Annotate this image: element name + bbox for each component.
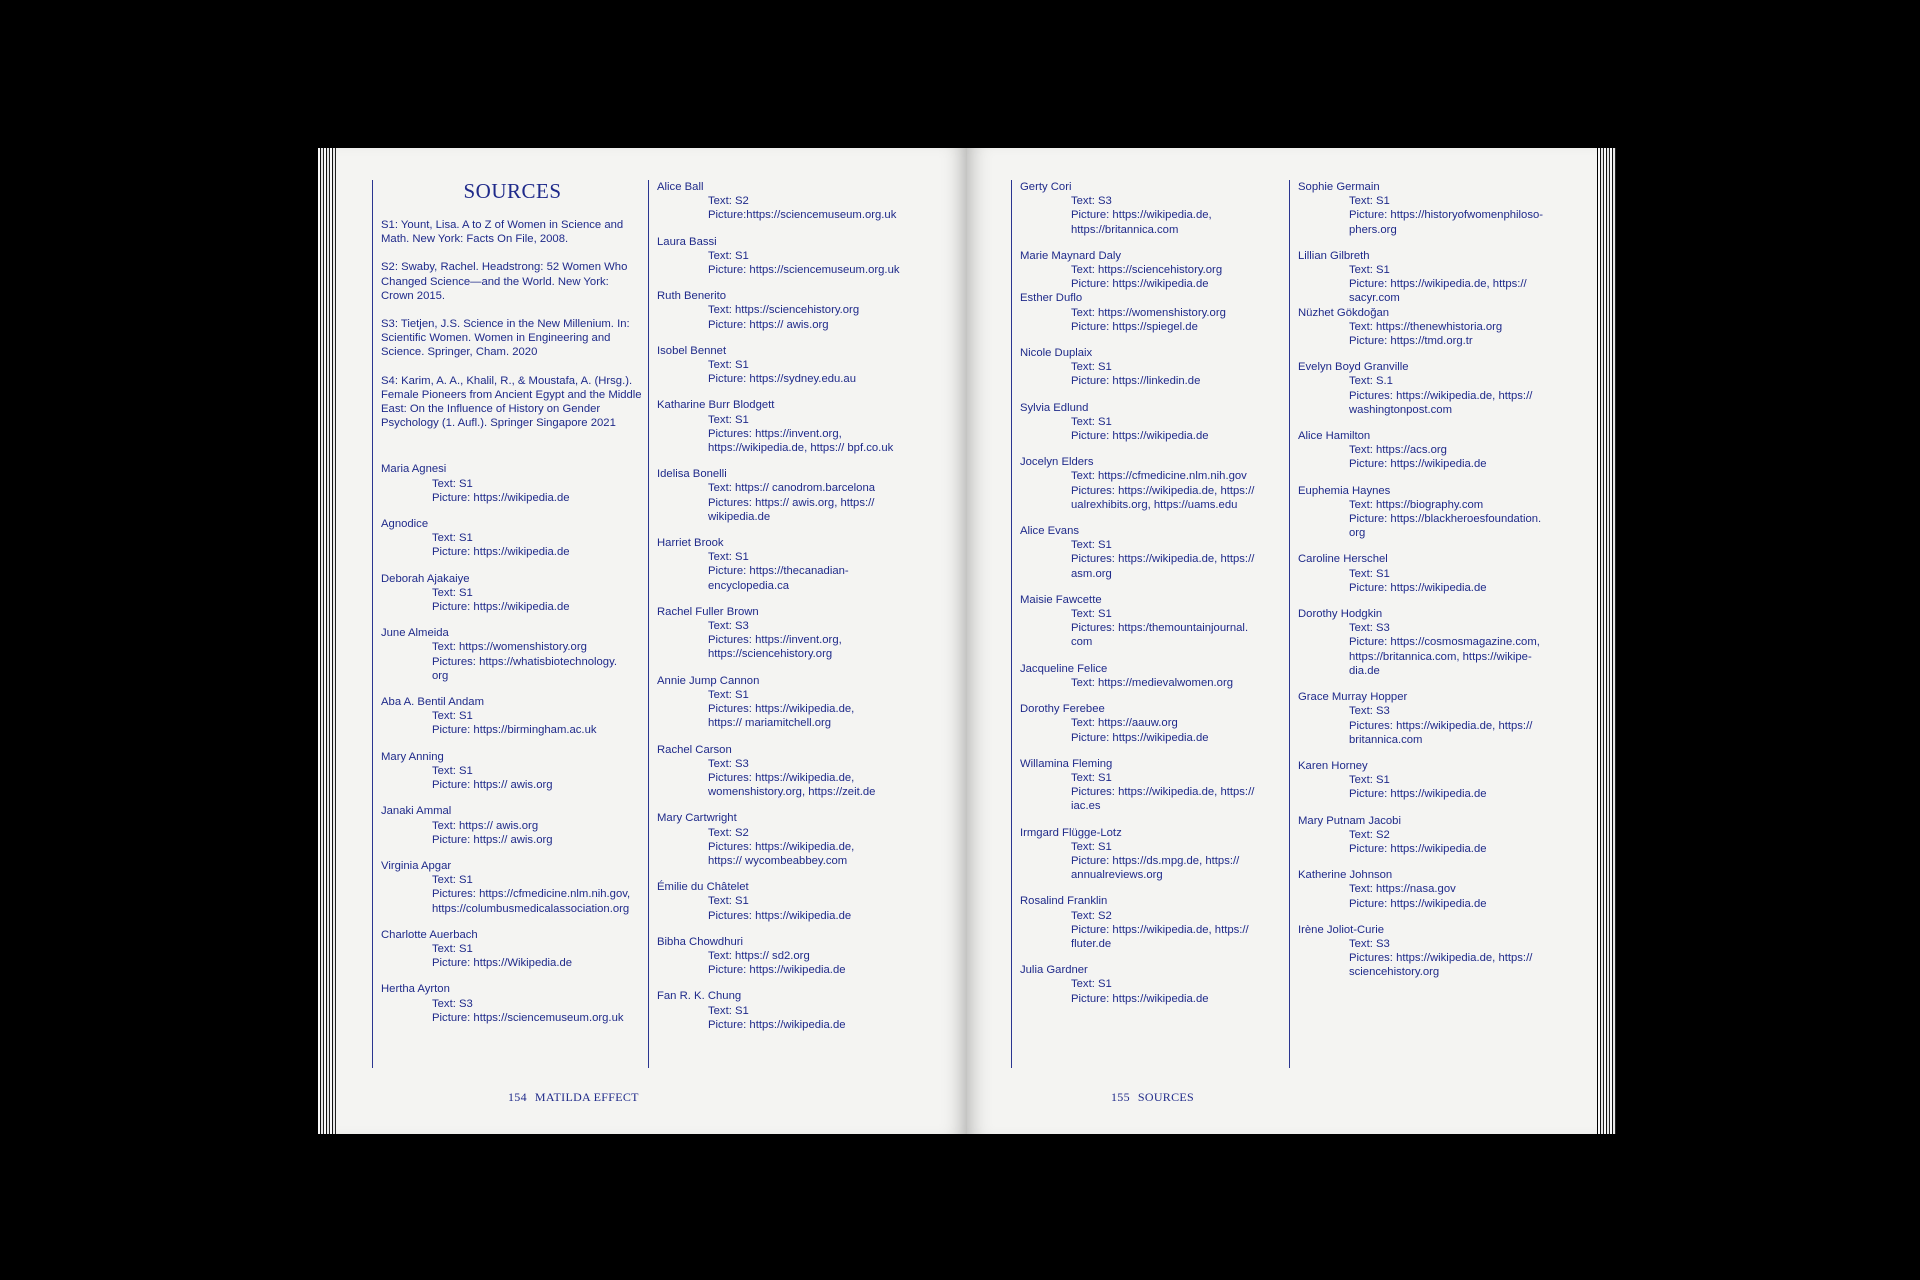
page-number: 154 bbox=[508, 1090, 527, 1104]
entry-source-line: Picture: https://spiegel.de bbox=[1071, 320, 1198, 333]
entry-source-line: Text: S3 bbox=[1349, 705, 1390, 718]
entry-source-line: Picture: https://sciencemuseum.org.uk bbox=[708, 264, 900, 277]
entry-source-line: Pictures: https://cfmedicine.nlm.nih.gov, https://columbusmedicalassociation.org bbox=[432, 888, 631, 915]
entry-source-line: Text: S1 bbox=[1349, 774, 1390, 787]
entry-name: Esther Duflo bbox=[1020, 292, 1083, 305]
entry-source-line: Text: S1 bbox=[708, 249, 749, 262]
entry-source-line: Picture: https://birmingham.ac.uk bbox=[432, 724, 597, 737]
source-entry bbox=[657, 180, 948, 223]
entry-name: Laura Bassi bbox=[657, 235, 717, 248]
source-entry bbox=[1020, 346, 1287, 389]
entry-name: Willamina Fleming bbox=[1020, 757, 1113, 770]
source-entry bbox=[657, 467, 948, 524]
entry-name: Charlotte Auerbach bbox=[381, 928, 478, 941]
entry-name: Rosalind Franklin bbox=[1020, 895, 1108, 908]
entry-source-line: Text: S1 bbox=[708, 359, 749, 372]
entry-name: Gerty Cori bbox=[1020, 181, 1072, 193]
entry-name: Irmgard Flügge-Lotz bbox=[1020, 826, 1122, 839]
entry-source-line: Pictures: https://wikipedia.de, https:// iac.es bbox=[1071, 786, 1255, 813]
source-entry bbox=[1298, 690, 1579, 747]
source-entry bbox=[1020, 662, 1287, 690]
entry-source-line: Picture:https://sciencemuseum.org.uk bbox=[708, 209, 897, 222]
entries-column-2 bbox=[657, 180, 948, 1032]
entry-name: Fan R. K. Chung bbox=[657, 990, 742, 1003]
entry-source-line: Picture: https://ds.mpg.de, https:// annualreviews.org bbox=[1071, 854, 1240, 882]
entry-source-line: Pictures: https://wikipedia.de, https:// britannica.com bbox=[1349, 719, 1533, 746]
reference-item: S4: Karim, A. A., Khalil, R., & Moustafa, A. (Hrsg.). Female Pioneers from Ancient Egypt and the Middle East: On the Influence of History on Gender Psychology (1. Aufl.). Springer Singapore 2021 bbox=[381, 374, 642, 430]
entry-source-line: Text: https://biography.com bbox=[1349, 498, 1484, 511]
source-entry bbox=[657, 536, 948, 593]
source-entry bbox=[1298, 249, 1579, 306]
entry-source-line: Pictures: https://wikipedia.de, https:// asm.org bbox=[1071, 553, 1255, 580]
entry-name: Maria Agnesi bbox=[381, 463, 447, 476]
entry-source-line: Picture: https://wikipedia.de bbox=[1071, 278, 1209, 291]
entry-source-line: Picture: https:// awis.org bbox=[432, 833, 553, 846]
entry-source-line: Text: https://medievalwomen.org bbox=[1071, 676, 1233, 689]
source-entry bbox=[657, 811, 948, 868]
source-entry bbox=[1298, 552, 1579, 595]
entry-source-line: Picture: https://sciencemuseum.org.uk bbox=[432, 1011, 624, 1024]
entry-source-line: Pictures: https://wikipedia.de, womenshistory.org, https://zeit.de bbox=[708, 771, 876, 799]
entry-name: Annie Jump Cannon bbox=[657, 674, 760, 687]
source-entry bbox=[381, 462, 644, 505]
entry-source-line: Text: S3 bbox=[708, 757, 749, 770]
entry-name: Ruth Benerito bbox=[657, 290, 727, 303]
entry-name: Alice Hamilton bbox=[1298, 430, 1371, 443]
source-entry bbox=[657, 989, 948, 1032]
source-entry bbox=[381, 928, 644, 971]
entry-source-line: Text: https://sciencehistory.org bbox=[708, 304, 860, 317]
entries-column-3 bbox=[1020, 180, 1287, 1006]
entry-name: Idelisa Bonelli bbox=[657, 468, 727, 481]
entry-source-line: Pictures: https://wikipedia.de, https:// wycombeabbey.com bbox=[708, 840, 855, 867]
entry-source-line: Text: S1 bbox=[432, 710, 473, 723]
source-entry bbox=[1020, 455, 1287, 512]
entry-source-line: Text: S1 bbox=[708, 895, 749, 908]
source-entry bbox=[381, 572, 644, 615]
source-entry bbox=[657, 674, 948, 731]
source-entry bbox=[1020, 180, 1287, 237]
entry-source-line: Text: S1 bbox=[1071, 840, 1112, 853]
source-entry bbox=[1298, 923, 1579, 980]
entry-source-line: Picture: https://blackheroesfoundation. org bbox=[1349, 513, 1542, 540]
page-title: SOURCES bbox=[463, 179, 562, 203]
entry-source-line: Text: https:// awis.org bbox=[432, 819, 539, 832]
entry-source-line: Pictures: https://wikipedia.de, https:// ualrexhibits.org, https://uams.edu bbox=[1071, 484, 1255, 511]
entry-name: Deborah Ajakaiye bbox=[381, 572, 470, 585]
source-entry bbox=[657, 235, 948, 278]
source-entry bbox=[1298, 759, 1579, 802]
entry-source-line: Picture: https://tmd.org.tr bbox=[1349, 335, 1473, 348]
source-entry bbox=[381, 804, 644, 847]
entry-source-line: Text: S1 bbox=[1349, 567, 1390, 580]
entry-name: Mary Putnam Jacobi bbox=[1298, 814, 1401, 827]
entry-name: Dorothy Hodgkin bbox=[1298, 608, 1383, 621]
entry-source-line: Picture: https://wikipedia.de bbox=[1071, 430, 1209, 443]
entry-source-line: Text: https://sciencehistory.org bbox=[1071, 264, 1223, 277]
entry-name: Harriet Brook bbox=[657, 537, 724, 550]
entry-source-line: Pictures: https:// awis.org, https:// wikipedia.de bbox=[708, 496, 875, 523]
entry-source-line: Text: S3 bbox=[1349, 622, 1390, 635]
entry-source-line: Text: S1 bbox=[1071, 978, 1112, 991]
entry-source-line: Picture: https://wikipedia.de, https://britannica.com bbox=[1071, 209, 1212, 236]
entry-source-line: Text: S2 bbox=[708, 826, 749, 839]
source-entry bbox=[1020, 524, 1287, 581]
entry-source-line: Text: https://nasa.gov bbox=[1349, 883, 1456, 896]
reference-item: S3: Tietjen, J.S. Science in the New Millenium. In: Scientific Women. Women in Engineering and Science. Springer, Cham. 2020 bbox=[381, 318, 630, 359]
entry-name: Bibha Chowdhuri bbox=[657, 935, 744, 948]
entry-source-line: Text: S2 bbox=[708, 195, 749, 208]
right-page bbox=[967, 148, 1597, 1134]
entry-name: Marie Maynard Daly bbox=[1020, 249, 1122, 262]
entry-source-line: Pictures: https://wikipedia.de, https:// washingtonpost.com bbox=[1349, 389, 1533, 416]
entry-source-line: Text: S2 bbox=[1071, 909, 1112, 922]
entry-source-line: Pictures: https://whatisbiotechnology. org bbox=[432, 655, 618, 682]
source-entry bbox=[1298, 868, 1579, 911]
entry-source-line: Text: https://womenshistory.org bbox=[432, 641, 587, 654]
entry-name: Caroline Herschel bbox=[1298, 553, 1388, 566]
entry-name: Nüzhet Gökdoğan bbox=[1298, 306, 1390, 319]
right-column-2 bbox=[1289, 180, 1579, 1068]
entry-source-line: Picture: https://Wikipedia.de bbox=[432, 957, 573, 970]
entry-name: Euphemia Haynes bbox=[1298, 484, 1391, 497]
entry-source-line: Pictures: https://wikipedia.de, https:// sciencehistory.org bbox=[1349, 952, 1533, 979]
entry-source-line: Text: S1 bbox=[1071, 361, 1112, 374]
entry-source-line: Picture: https://wikipedia.de bbox=[1071, 731, 1209, 744]
entry-source-line: Text: S1 bbox=[1349, 195, 1390, 208]
entry-source-line: Picture: https://wikipedia.de bbox=[1349, 842, 1487, 855]
left-page-edges bbox=[318, 148, 336, 1134]
entry-name: Rachel Fuller Brown bbox=[657, 605, 759, 618]
entry-source-line: Text: S1 bbox=[432, 477, 473, 490]
source-entry bbox=[657, 935, 948, 978]
entry-source-line: Picture: https:// awis.org bbox=[708, 318, 829, 331]
entry-source-line: Picture: https://wikipedia.de bbox=[1071, 992, 1209, 1005]
entry-source-line: Text: S1 bbox=[708, 688, 749, 701]
entry-source-line: Pictures: https:/themountainjournal. com bbox=[1071, 622, 1249, 649]
entry-name: Grace Murray Hopper bbox=[1298, 691, 1408, 704]
entry-source-line: Text: https://aauw.org bbox=[1071, 717, 1178, 730]
entry-name: Evelyn Boyd Granville bbox=[1298, 361, 1409, 374]
source-entry bbox=[381, 859, 644, 916]
entry-name: Lillian Gilbreth bbox=[1298, 249, 1370, 262]
entry-name: Jacqueline Felice bbox=[1020, 662, 1108, 675]
left-column-1 bbox=[372, 180, 644, 1068]
entry-source-line: Picture: https://wikipedia.de bbox=[432, 491, 570, 504]
entry-name: Janaki Ammal bbox=[381, 805, 452, 818]
entry-source-line: Picture: https://wikipedia.de bbox=[708, 1018, 846, 1031]
entry-name: Mary Anning bbox=[381, 750, 444, 763]
entry-name: Virginia Apgar bbox=[381, 859, 452, 872]
entry-source-line: Text: S3 bbox=[1071, 195, 1112, 208]
entries-column-4 bbox=[1298, 180, 1579, 980]
entry-name: Irène Joliot-Curie bbox=[1298, 923, 1385, 936]
entry-source-line: Text: https://acs.org bbox=[1349, 444, 1447, 457]
entry-source-line: Text: S3 bbox=[432, 997, 473, 1010]
source-entry bbox=[381, 982, 644, 1025]
source-entry bbox=[1020, 593, 1287, 650]
entry-source-line: Text: S1 bbox=[708, 413, 749, 426]
entry-source-line: Pictures: https://wikipedia.de, https:// mariamitchell.org bbox=[708, 703, 855, 730]
entry-source-line: Text: S1 bbox=[1071, 608, 1112, 621]
entry-source-line: Picture: https://thecanadian- encyclopedia.ca bbox=[708, 565, 849, 592]
entries-column-1 bbox=[381, 462, 644, 1025]
entry-source-line: Text: S2 bbox=[1349, 828, 1390, 841]
entry-source-line: Text: S1 bbox=[708, 1004, 749, 1017]
entry-source-line: Text: https://cfmedicine.nlm.nih.gov bbox=[1071, 470, 1247, 483]
entry-name: Hertha Ayrton bbox=[381, 983, 450, 996]
open-book bbox=[318, 148, 1616, 1134]
source-entry bbox=[1298, 360, 1579, 417]
right-page-edges bbox=[1598, 148, 1616, 1134]
right-footer bbox=[1111, 1090, 1194, 1105]
entry-name: Isobel Bennet bbox=[657, 344, 727, 357]
entry-source-line: Picture: https://wikipedia.de bbox=[1349, 458, 1487, 471]
source-entry bbox=[1020, 757, 1287, 814]
running-head: SOURCES bbox=[1137, 1090, 1195, 1104]
source-entry bbox=[1020, 702, 1287, 745]
entry-source-line: Text: S1 bbox=[432, 764, 473, 777]
entry-source-line: Picture: https://cosmosmagazine.com, https://britannica.com, https://wikipe- dia.de bbox=[1349, 636, 1540, 677]
entry-source-line: Text: https:// canodrom.barcelona bbox=[708, 482, 876, 495]
reference-item: S2: Swaby, Rachel. Headstrong: 52 Women Who Changed Science—and the World. New York: Crown 2015. bbox=[381, 261, 628, 302]
entry-name: Karen Horney bbox=[1298, 759, 1368, 772]
entry-source-line: Text: S1 bbox=[432, 942, 473, 955]
entry-source-line: Picture: https://wikipedia.de bbox=[432, 601, 570, 614]
entry-name: Dorothy Ferebee bbox=[1020, 703, 1105, 716]
entry-source-line: Picture: https://linkedin.de bbox=[1071, 375, 1201, 388]
entry-name: Jocelyn Elders bbox=[1020, 456, 1094, 469]
source-entry bbox=[657, 880, 948, 923]
source-entry bbox=[657, 398, 948, 455]
entry-name: Aba A. Bentil Andam bbox=[381, 696, 484, 709]
running-head: MATILDA EFFECT bbox=[534, 1090, 639, 1104]
source-entry bbox=[657, 344, 948, 387]
entry-name: June Almeida bbox=[381, 627, 449, 640]
entry-source-line: Picture: https://wikipedia.de bbox=[1349, 788, 1487, 801]
entry-source-line: Picture: https://wikipedia.de bbox=[1349, 897, 1487, 910]
entry-source-line: Text: S3 bbox=[1349, 937, 1390, 950]
entry-name: Maisie Fawcette bbox=[1020, 593, 1102, 606]
entry-source-line: Picture: https://wikipedia.de, https:// fluter.de bbox=[1071, 923, 1249, 950]
source-entry bbox=[1020, 826, 1287, 883]
entry-source-line: Text: S1 bbox=[432, 874, 473, 887]
entry-name: Sophie Germain bbox=[1298, 181, 1380, 193]
source-entry bbox=[657, 289, 948, 332]
source-entry bbox=[1298, 814, 1579, 857]
entry-source-line: Picture: https://historyofwomenphiloso- phers.org bbox=[1349, 209, 1544, 236]
source-entry bbox=[1298, 484, 1579, 541]
source-entry bbox=[381, 517, 644, 560]
page-number: 155 bbox=[1111, 1090, 1130, 1104]
entry-source-line: Picture: https://sydney.edu.au bbox=[708, 373, 856, 386]
source-entry bbox=[1298, 306, 1579, 349]
left-footer bbox=[508, 1090, 639, 1105]
entry-source-line: Text: S1 bbox=[432, 532, 473, 545]
left-page bbox=[336, 148, 967, 1134]
entry-source-line: Picture: https://wikipedia.de bbox=[708, 964, 846, 977]
entry-source-line: Picture: https://wikipedia.de, https:// sacyr.com bbox=[1349, 278, 1527, 305]
entry-source-line: Picture: https:// awis.org bbox=[432, 779, 553, 792]
entry-source-line: Text: https:// sd2.org bbox=[708, 949, 810, 962]
source-entry bbox=[1298, 607, 1579, 678]
entry-source-line: Text: S3 bbox=[708, 620, 749, 633]
source-entry bbox=[1020, 963, 1287, 1006]
entry-source-line: Text: S.1 bbox=[1349, 375, 1393, 388]
source-entry bbox=[1020, 291, 1287, 334]
entry-source-line: Text: S1 bbox=[1071, 539, 1112, 552]
entry-source-line: Pictures: https://invent.org, https://wikipedia.de, https:// bpf.co.uk bbox=[708, 427, 894, 455]
entry-source-line: Text: S1 bbox=[1071, 771, 1112, 784]
entry-name: Katherine Johnson bbox=[1298, 869, 1393, 882]
entry-name: Katharine Burr Blodgett bbox=[657, 399, 775, 412]
source-entry bbox=[1298, 429, 1579, 472]
source-entry bbox=[1020, 401, 1287, 444]
entry-source-line: Text: S1 bbox=[1071, 415, 1112, 428]
entry-name: Julia Gardner bbox=[1020, 964, 1088, 977]
entry-source-line: Text: S1 bbox=[708, 551, 749, 564]
source-entry bbox=[1020, 249, 1287, 292]
source-entry bbox=[657, 743, 948, 800]
entry-source-line: Picture: https://wikipedia.de bbox=[1349, 581, 1487, 594]
entry-source-line: Text: S1 bbox=[432, 586, 473, 599]
entry-source-line: Text: https://thenewhistoria.org bbox=[1349, 320, 1503, 333]
entry-source-line: Pictures: https://wikipedia.de bbox=[708, 909, 852, 922]
source-entry bbox=[657, 605, 948, 662]
entry-name: Mary Cartwright bbox=[657, 812, 737, 825]
entry-name: Alice Evans bbox=[1020, 525, 1080, 538]
reference-item: S1: Yount, Lisa. A to Z of Women in Science and Math. New York: Facts On File, 2008. bbox=[381, 219, 624, 246]
references-list bbox=[381, 218, 644, 430]
entry-source-line: Pictures: https://invent.org, https://sciencehistory.org bbox=[708, 634, 842, 661]
entry-source-line: Text: https://womenshistory.org bbox=[1071, 306, 1226, 319]
entry-name: Agnodice bbox=[381, 518, 429, 531]
source-entry bbox=[1298, 180, 1579, 237]
entry-name: Alice Ball bbox=[657, 181, 704, 193]
entry-name: Nicole Duplaix bbox=[1020, 347, 1093, 360]
right-column-1 bbox=[1011, 180, 1287, 1068]
entry-name: Rachel Carson bbox=[657, 743, 732, 756]
source-entry bbox=[381, 626, 644, 683]
source-entry bbox=[381, 750, 644, 793]
entry-name: Émilie du Châtelet bbox=[657, 881, 749, 894]
entry-name: Sylvia Edlund bbox=[1020, 401, 1089, 414]
entry-source-line: Text: S1 bbox=[1349, 264, 1390, 277]
entry-source-line: Picture: https://wikipedia.de bbox=[432, 546, 570, 559]
left-column-2 bbox=[648, 180, 948, 1068]
source-entry bbox=[1020, 894, 1287, 951]
source-entry bbox=[381, 695, 644, 738]
